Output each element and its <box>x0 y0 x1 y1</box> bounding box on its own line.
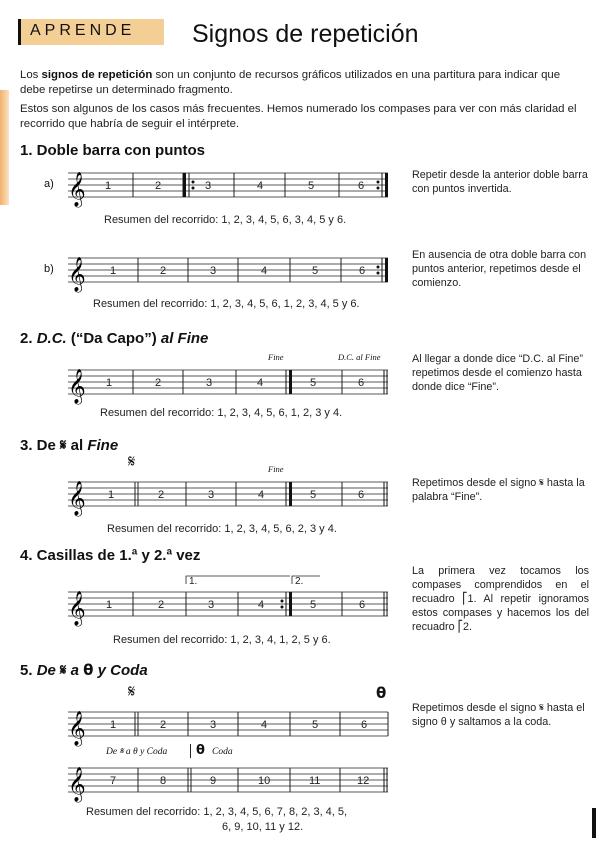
measure-number: 9 <box>210 775 217 787</box>
measure-number: 1 <box>110 265 117 277</box>
measure-number: 11 <box>309 775 321 787</box>
example-1b-summary: Resumen del recorrido: 1, 2, 3, 4, 5, 6, 1, 2, 3, 4, 5 y 6. <box>93 298 360 310</box>
measure-number: 6 <box>358 489 365 501</box>
measure-number: 4 <box>257 377 264 389</box>
example-1b-description: En ausencia de otra doble barra con puntos anterior, repetimos desde el comienzo. <box>412 249 587 289</box>
measure-number: 6 <box>358 377 365 389</box>
example-3-description: Repetimos desde el signo 𝄋 hasta la palabra “Fine”. <box>412 477 585 503</box>
example-1a-description: Repetir desde la anterior doble barra con puntos invertida. <box>412 169 588 195</box>
section-1-title: 1. Doble barra con puntos <box>20 142 206 159</box>
intro-paragraph-2: Estos son algunos de los casos más frecuentes. Hemos numerado los compases para ver con más claridad el recorrido que habría de seguir el intérprete. <box>20 103 577 130</box>
coda-icon: θ <box>83 661 94 679</box>
staff-lines <box>68 482 388 506</box>
example-4-summary: Resumen del recorrido: 1, 2, 3, 4, 1, 2, 5 y 6. <box>113 634 331 646</box>
measure-number: 2 <box>160 719 167 731</box>
measure-number: 1 <box>106 599 113 611</box>
measure-number: 5 <box>310 599 317 611</box>
measure-number: 6 <box>358 180 365 192</box>
staff-lines <box>68 370 388 394</box>
segno-icon: 𝄋 <box>128 452 136 472</box>
measure-number: 6 <box>359 599 366 611</box>
example-5-description: Repetimos desde el signo 𝄋 hasta el signo θ y saltamos a la coda. <box>412 702 585 728</box>
measure-number: 4 <box>258 489 265 501</box>
measure-number: 5 <box>310 377 317 389</box>
treble-clef-icon: 𝄞 <box>68 768 86 801</box>
measure-number: 5 <box>310 489 317 501</box>
measure-number: 3 <box>208 599 215 611</box>
segno-icon: 𝄋 <box>128 682 136 702</box>
example-1a-label: a) <box>44 178 54 190</box>
measure-number: 10 <box>258 775 271 787</box>
measure-number: 2 <box>158 489 165 501</box>
measure-number: 4 <box>257 180 264 192</box>
staff-lines <box>68 592 388 616</box>
segno-icon: 𝄋 <box>60 436 67 454</box>
measure-number: 3 <box>206 377 213 389</box>
measure-number: 2 <box>155 377 162 389</box>
measure-number: 8 <box>160 775 167 787</box>
volta-2-label: 2. <box>295 576 304 587</box>
measure-number: 1 <box>106 377 113 389</box>
measure-number: 2 <box>160 265 167 277</box>
section-5-title: 5. De 𝄋 a θ y Coda <box>20 661 148 679</box>
intro-paragraph-1: Los signos de repetición son un conjunto de recursos gráficos utilizados en una partitura para indicar que debe repetirse un determinado fragmento. <box>20 69 561 96</box>
treble-clef-icon: 𝄞 <box>68 712 86 745</box>
measure-number: 5 <box>312 265 319 277</box>
staff-example-5-top <box>58 702 398 748</box>
staff-example-3 <box>58 472 398 518</box>
volta-bracket-1 <box>186 576 290 584</box>
section-4-title: 4. Casillas de 1.ª y 2.ª vez <box>20 547 201 564</box>
example-3-summary: Resumen del recorrido: 1, 2, 3, 4, 5, 6, 2, 3 y 4. <box>107 523 337 535</box>
treble-clef-icon: 𝄞 <box>68 173 86 206</box>
coda-icon: θ <box>196 743 205 758</box>
example-2-summary: Resumen del recorrido: 1, 2, 3, 4, 5, 6, 1, 2, 3 y 4. <box>100 407 343 419</box>
example-5-summary-line-2: 6, 9, 10, 11 y 12. <box>222 821 304 833</box>
measure-number: 4 <box>261 719 268 731</box>
measure-number: 3 <box>210 719 217 731</box>
example-1b-label: b) <box>44 263 54 275</box>
fine-marking: Fine <box>268 464 284 474</box>
corner-mark <box>592 808 596 838</box>
measure-number: 12 <box>357 775 370 787</box>
dc-al-fine-marking: D.C. al Fine <box>338 352 381 362</box>
staff-example-4 <box>58 570 398 630</box>
staff-example-2 <box>58 360 398 406</box>
staff-example-5-bottom <box>58 758 398 804</box>
measure-number: 1 <box>110 719 117 731</box>
treble-clef-icon: 𝄞 <box>68 592 86 625</box>
measure-number: 3 <box>205 180 212 192</box>
measure-number: 6 <box>361 719 368 731</box>
instruction-barline <box>190 744 191 758</box>
measure-number: 5 <box>308 180 315 192</box>
measure-number: 3 <box>210 265 217 277</box>
volta-1-label: 1. <box>189 576 198 587</box>
fine-marking: Fine <box>268 352 284 362</box>
section-tag: APRENDE <box>30 22 136 39</box>
treble-clef-icon: 𝄞 <box>68 258 86 291</box>
measure-number: 2 <box>158 599 165 611</box>
side-color-band <box>0 90 9 205</box>
staff-example-1a <box>58 163 398 209</box>
treble-clef-icon: 𝄞 <box>68 370 86 403</box>
measure-number: 2 <box>155 180 162 192</box>
example-1a-summary: Resumen del recorrido: 1, 2, 3, 4, 5, 6, 3, 4, 5 y 6. <box>104 214 347 226</box>
measure-number: 7 <box>110 775 117 787</box>
staff-example-1b <box>58 248 398 294</box>
coda-instruction: De 𝄋 a θ y Coda <box>106 747 168 757</box>
section-3-title: 3. De 𝄋 al Fine <box>20 436 119 454</box>
staff-lines <box>68 173 388 197</box>
measure-number: 1 <box>105 180 112 192</box>
measure-number: 4 <box>261 265 268 277</box>
example-5-summary-line-1: Resumen del recorrido: 1, 2, 3, 4, 5, 6, 7, 8, 2, 3, 4, 5, <box>86 806 348 818</box>
example-4-description: La primera vez tocamos los compases comprendidos en el recuadro ⎡1. Al repetir ignoramos estos compases y hacemos los del recuadro ⎡2. <box>412 565 589 633</box>
measure-number: 3 <box>208 489 215 501</box>
measure-number: 1 <box>108 489 115 501</box>
segno-icon: 𝄋 <box>60 661 67 679</box>
section-2-title: 2. D.C. (“Da Capo”) al Fine <box>20 330 209 347</box>
treble-clef-icon: 𝄞 <box>68 482 86 515</box>
example-2-description: Al llegar a donde dice “D.C. al Fine” repetimos desde el comienzo hasta donde dice “Fine”. <box>412 353 584 393</box>
measure-number: 4 <box>258 599 265 611</box>
page-title: Signos de repetición <box>192 20 419 48</box>
coda-word: Coda <box>212 747 233 757</box>
measure-number: 6 <box>359 265 366 277</box>
coda-icon: θ <box>376 684 387 702</box>
measure-number: 5 <box>312 719 319 731</box>
